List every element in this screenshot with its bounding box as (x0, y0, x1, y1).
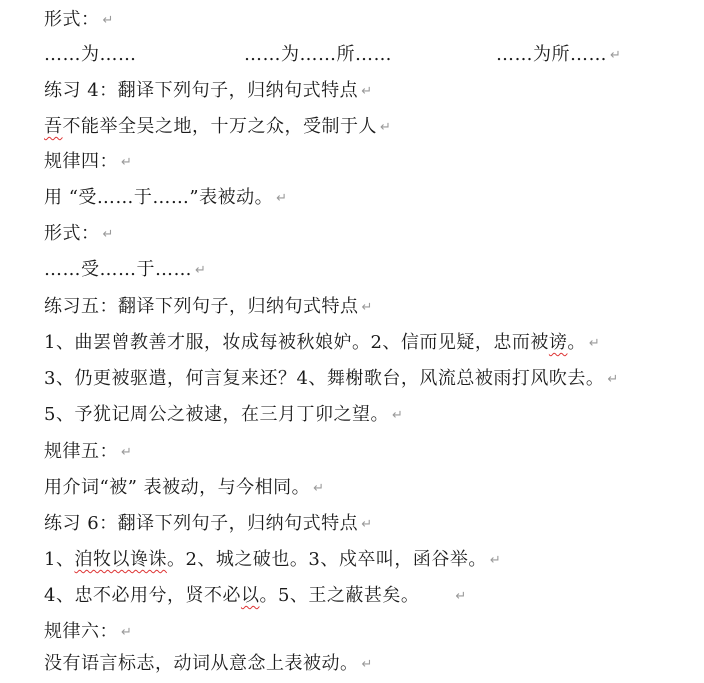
paragraph-mark-icon: ↵ (313, 481, 325, 496)
paragraph-mark-icon: ↵ (121, 445, 133, 460)
spellcheck-underline: 以 (240, 585, 260, 606)
text-line: 没有语言标志，动词从意念上表被动。 ↵ (44, 653, 373, 674)
text-line: 练习 4：翻译下列句子，归纳句式特点 ↵ (44, 80, 373, 101)
text-line: 用介词“被” 表被动，与今相同。 ↵ (44, 477, 325, 498)
paragraph-mark-icon: ↵ (489, 553, 502, 568)
text-line: ……为…… ……为……所…… ……为所…… ↵ (44, 44, 622, 65)
paragraph-mark-icon: ↵ (361, 84, 373, 99)
spellcheck-underline: 洎牧以谗诛 (74, 549, 167, 570)
paragraph-mark-icon: ↵ (361, 300, 373, 315)
text-line: 吾不能举全吴之地，十万之众，受制于人 ↵ (44, 116, 392, 137)
text-line: 形式： ↵ (44, 9, 114, 30)
text-line: 用 “受……于……”表被动。 ↵ (44, 187, 288, 208)
text-line: 规律六： ↵ (44, 621, 133, 642)
paragraph-mark-icon: ↵ (102, 13, 114, 28)
text-line: 1、洎牧以谗诛。2、城之破也。3、戍卒叫，函谷举。 ↵ (44, 549, 502, 570)
text-line: ……受……于…… ↵ (44, 259, 207, 280)
paragraph-mark-icon: ↵ (102, 227, 114, 242)
text-line: 4、忠不必用兮，贤不必以。5、王之蔽甚矣。 ↵ (44, 585, 467, 606)
paragraph-mark-icon: ↵ (607, 372, 619, 387)
spellcheck-underline: 吾 (44, 116, 63, 137)
text-line: 形式： ↵ (44, 223, 114, 244)
paragraph-mark-icon: ↵ (588, 336, 601, 351)
paragraph-mark-icon: ↵ (121, 625, 133, 640)
paragraph-mark-icon: ↵ (195, 263, 207, 278)
paragraph-mark-icon: ↵ (361, 657, 373, 672)
paragraph-mark-icon: ↵ (276, 191, 288, 206)
paragraph-mark-icon: ↵ (361, 517, 373, 532)
text-line: 练习五：翻译下列句子，归纳句式特点 ↵ (44, 296, 373, 317)
spellcheck-underline: 谤 (548, 332, 568, 353)
text-line: 1、曲罢曾教善才服，妆成每被秋娘妒。2、信而见疑，忠而被谤。 ↵ (44, 332, 601, 353)
paragraph-mark-icon: ↵ (121, 155, 133, 170)
text-line: 5、予犹记周公之被逮，在三月丁卯之望。 ↵ (44, 404, 404, 425)
paragraph-mark-icon: ↵ (610, 48, 622, 63)
text-line: 规律五： ↵ (44, 441, 133, 462)
paragraph-mark-icon: ↵ (380, 120, 392, 135)
paragraph-mark-icon: ↵ (391, 408, 404, 423)
text-line: 规律四： ↵ (44, 151, 133, 172)
text-line: 3、仍更被驱遣，何言复来还？4、舞榭歌台，风流总被雨打风吹去。 ↵ (44, 368, 619, 389)
paragraph-mark-icon: ↵ (455, 589, 467, 604)
text-line: 练习 6：翻译下列句子，归纳句式特点 ↵ (44, 513, 373, 534)
